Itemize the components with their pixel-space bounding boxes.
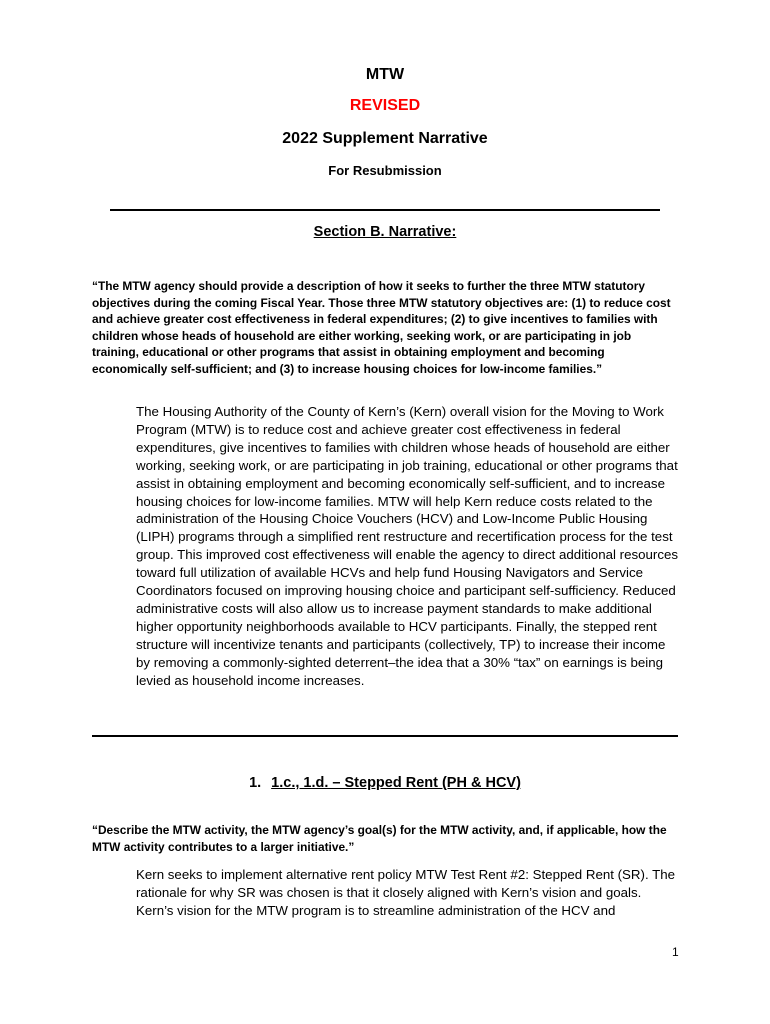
revised-label: REVISED xyxy=(349,97,421,114)
item-1-number: 1. xyxy=(249,775,262,791)
section-b-response: The Housing Authority of the County of Kern’s (Kern) overall vision for the Moving to Work Program (MTW) is to reduce cost and achieve greater cost effectiveness in federal expenditures, give incentives to families with children whose heads of household are either working, seeking work, or are participating in job training, educational or other programs that assist in obtaining employment and becoming economically self-sufficient, and to increase housing choices for low-income families. MTW will help Kern reduce costs related to the administration of the Housing Choice Vouchers (HCV) and Low-Income Public Housing (LIPH) programs through a simplified rent restructure and recertification process for the test group. This improved cost effectiveness will enable the agency to direct additional resources toward full utilization of available HCVs and help fund Housing Navigators and Service Coordinators focused on improving housing choice and participant self-sufficiency. Reduced administrative costs will also allow us to increase payment standards to make additional higher opportunity neighborhoods available to HCV participants. Finally, the stepped rent structure will incentivize tenants and participants (collectively, TP) to increase their income by removing a commonly-sighted deterrent–the idea that a 30% “tax” on earnings is being levied as household income increases. xyxy=(136,404,679,688)
item-1-title: 1.c., 1.d. – Stepped Rent (PH & HCV) xyxy=(271,775,521,791)
item-1-prompt: “Describe the MTW activity, the MTW agency’s goal(s) for the MTW activity, and, if applicable, how the MTW activity contributes to a larger initiative.” xyxy=(92,823,667,854)
section-b-prompt: “The MTW agency should provide a description of how it seeks to further the three MTW statutory objectives during the coming Fiscal Year. Those three MTW statutory objectives are: (1) to reduce cost and achieve greater cost effectiveness in federal expenditures; (2) to give incentives to families with children whose heads of household are either working, seeking work, or are participating in job training, educational or other programs that assist in obtaining employment and becoming economically self-sufficient; and (3) to increase housing choices for low-income families.” xyxy=(92,279,671,376)
document-subtitle: 2022 Supplement Narrative xyxy=(282,130,488,147)
section-b-heading: Section B. Narrative: xyxy=(313,224,457,240)
item-1-heading xyxy=(0,775,770,791)
section-divider xyxy=(110,209,660,211)
resubmission-note: For Resubmission xyxy=(328,163,442,178)
document-title: MTW xyxy=(365,66,405,83)
item-1-response: Kern seeks to implement alternative rent policy MTW Test Rent #2: Stepped Rent (SR). The rationale for why SR was chosen is that it closely aligned with Kern’s vision and goals. Kern’s vision for the MTW program is to streamline administration of the HCV and xyxy=(136,867,676,918)
page-number: 1 xyxy=(672,945,679,959)
section-divider xyxy=(92,735,678,737)
